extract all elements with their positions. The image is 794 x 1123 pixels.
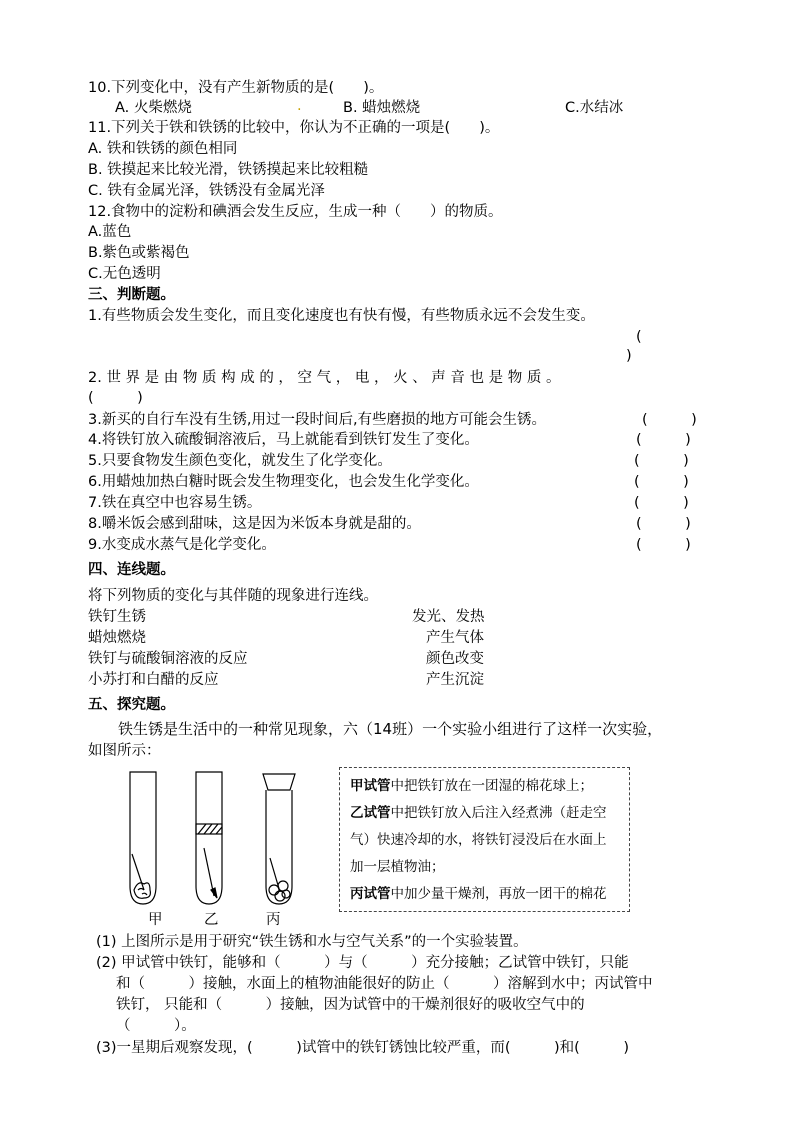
box-line-3: 气）快速冷却的水，将铁钉浸没后在水面上 [350,832,607,848]
q11-option-b: B. 铁摸起来比较光滑，铁锈摸起来比较粗糙 [88,162,369,178]
matching-right-1: 发光、发热 [412,609,485,625]
matching-intro: 将下列物质的变化与其伴随的现象进行连线。 [88,588,378,604]
q11-stem: 11.下列关于铁和铁锈的比较中，你认为不正确的一项是( )。 [88,120,500,136]
judge-6-paren: ( ) [634,474,689,490]
inquiry-q2-line3: 铁钉， 只能和（ ）接触，因为试管中的干燥剂很好的吸收空气中的 [116,997,585,1013]
box-line-5: 丙试管中加少量干燥剂，再放一团干的棉花 [350,886,607,902]
q12-stem: 12.食物中的淀粉和碘酒会发生反应，生成一种（ ）的物质。 [88,204,503,220]
inquiry-q2-line4: （ ）。 [116,1018,196,1034]
judge-6: 6.用蜡烛加热白糖时既会发生物理变化，也会发生化学变化。 [88,474,479,490]
judge-8-paren: ( ) [636,516,691,532]
matching-left-1: 铁钉生锈 [88,609,146,625]
inquiry-q2-line1: (2) 甲试管中铁钉，能够和（ ）与（ ）充分接触；乙试管中铁钉，只能 [96,955,629,971]
section-5-title: 五、探究题。 [88,697,175,713]
section-3-title: 三、判断题。 [88,287,175,303]
judge-2: 2. 世 界 是 由 物 质 构 成 的 ， 空 气 ， 电 ， 火 、 声 音 也 是 物 质 。 [88,370,561,386]
tube-label-yi: 乙 [204,912,219,928]
q12-option-a: A.蓝色 [88,224,132,240]
matching-right-2: 产生气体 [426,630,484,646]
test-tubes-figure [118,768,298,918]
matching-left-4: 小苏打和白醋的反应 [88,672,219,688]
q11-option-c: C. 铁有金属光泽，铁锈没有金属光泽 [88,183,325,199]
judge-9: 9.水变成水蒸气是化学变化。 [88,537,276,553]
q10-option-b: B. 蜡烛燃烧 [343,100,421,116]
judge-1-paren-close: ) [626,348,632,364]
judge-3: 3.新买的自行车没有生锈,用过一段时间后,有些磨损的地方可能会生锈。 [88,412,547,428]
matching-right-3: 颜色改变 [426,651,484,667]
matching-right-4: 产生沉淀 [426,672,484,688]
judge-4-paren: ( ) [636,432,691,448]
q11-option-a: A. 铁和铁锈的颜色相同 [88,141,238,157]
judge-1: 1.有些物质会发生变化，而且变化速度也有快有慢，有些物质永远不会发生变。 [88,308,595,324]
inquiry-q2-line2: 和（ ）接触，水面上的植物油能很好的防止（ ）溶解到水中；丙试管中 [116,976,653,992]
judge-1-paren-open: ( [636,329,642,345]
q10-stem: 10.下列变化中，没有产生新物质的是( )。 [88,80,384,96]
q10-option-a: A. 火柴燃烧 [115,100,192,116]
judge-9-paren: ( ) [636,537,691,553]
section-4-title: 四、连线题。 [88,562,175,578]
inquiry-q1: (1) 上图所示是用于研究“铁生锈和水与空气关系”的一个实验装置。 [96,934,528,950]
box-line-4: 加一层植物油； [350,859,445,875]
judge-4: 4.将铁钉放入硫酸铜溶液后，马上就能看到铁钉发生了变化。 [88,432,479,448]
judge-3-paren: ( ) [642,412,697,428]
experiment-intro-2: 如图所示： [88,743,161,759]
tube-label-bing: 丙 [266,912,281,928]
q10-option-c: C.水结冰 [565,100,624,116]
tube-bing [263,774,295,904]
inquiry-q3: (3)一星期后观察发现，( )试管中的铁钉锈蚀比较严重，而( )和( ) [96,1040,629,1056]
judge-5: 5.只要食物发生颜色变化，就发生了化学变化。 [88,453,392,469]
judge-2-paren: ( ) [88,390,143,406]
matching-left-3: 铁钉与硫酸铜溶液的反应 [88,651,248,667]
q10-dot: . [297,98,302,114]
tube-label-jia: 甲 [148,912,163,928]
tube-yi [196,772,222,904]
box-line-2: 乙试管中把铁钉放入后注入经煮沸（赶走空 [350,805,607,821]
matching-left-2: 蜡烛燃烧 [88,630,146,646]
tube-jia [130,772,156,904]
judge-7: 7.铁在真空中也容易生锈。 [88,495,262,511]
judge-7-paren: ( ) [634,495,689,511]
q12-option-c: C.无色透明 [88,266,161,282]
experiment-intro-1: 铁生锈是生活中的一种常见现象，六（14班）一个实验小组进行了这样一次实验， [118,720,663,738]
q12-option-b: B.紫色或紫褐色 [88,245,190,261]
judge-5-paren: ( ) [634,453,689,469]
judge-8: 8.嚼米饭会感到甜味，这是因为米饭本身就是甜的。 [88,516,421,532]
box-line-1: 甲试管中把铁钉放在一团湿的棉花球上； [350,778,593,794]
